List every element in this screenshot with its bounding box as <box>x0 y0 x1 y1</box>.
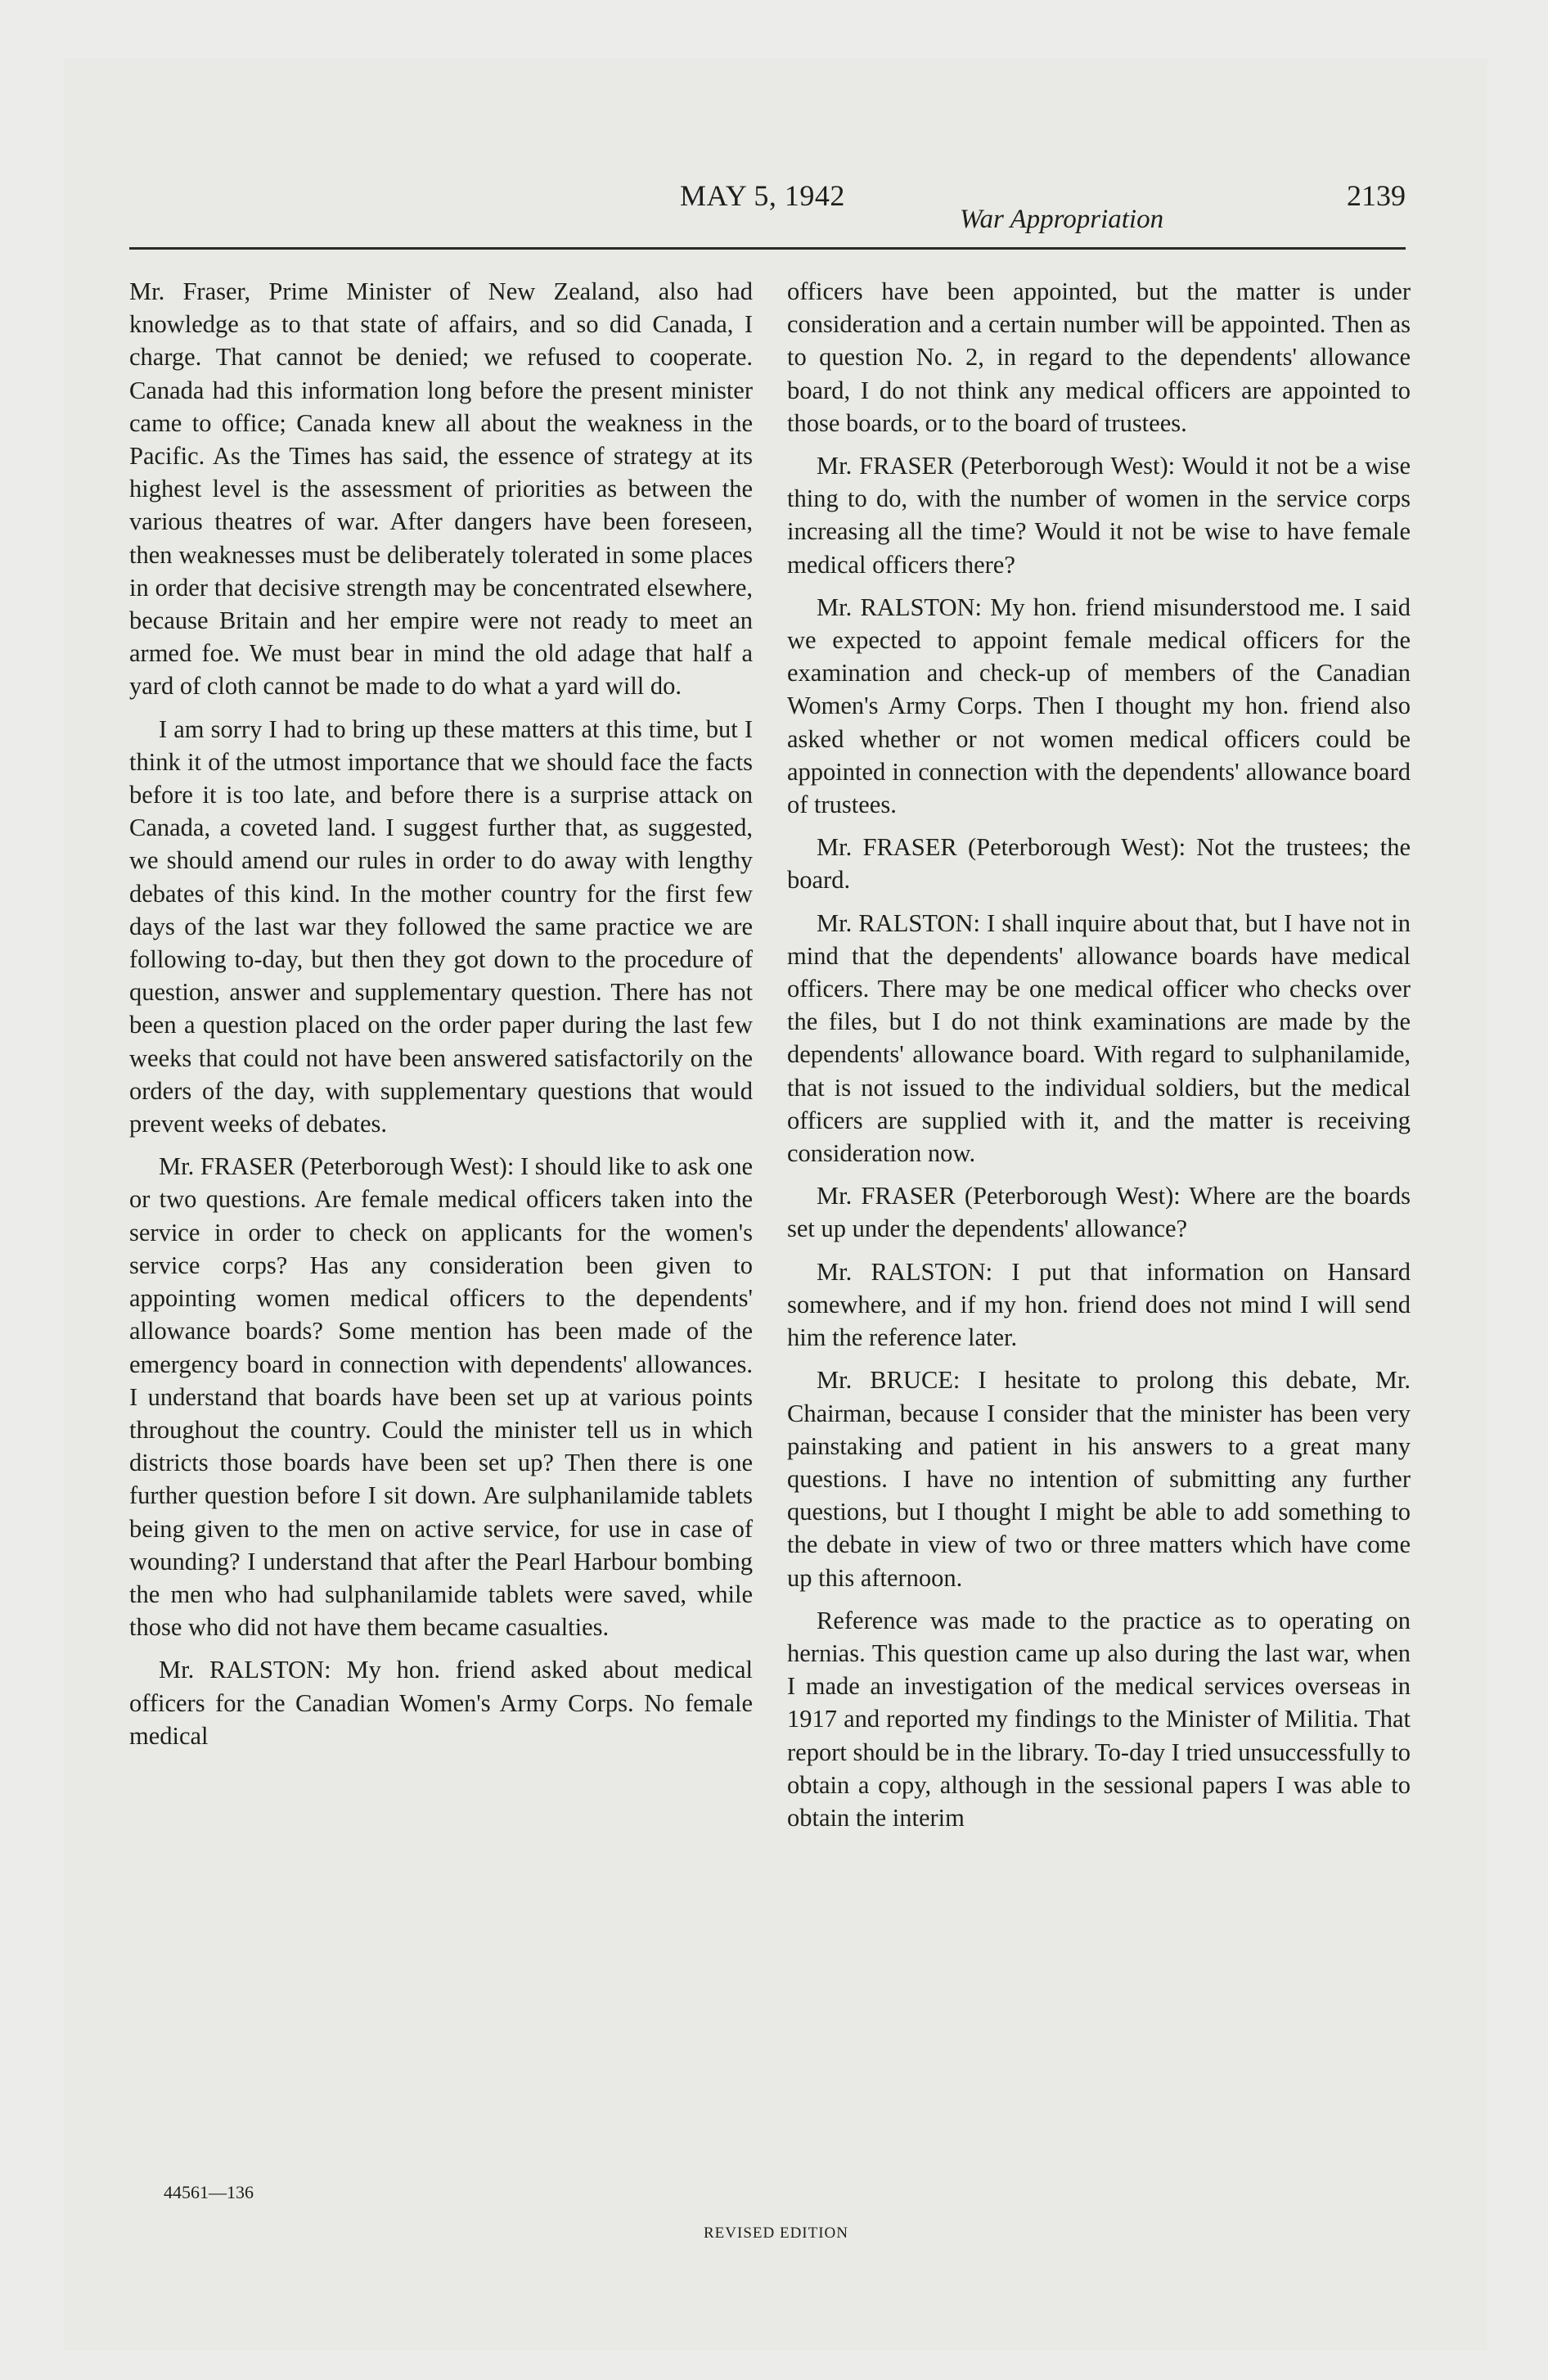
header-date: MAY 5, 1942 <box>680 179 845 212</box>
edition-label: REVISED EDITION <box>704 2224 849 2242</box>
paragraph: Mr. RALSTON: My hon. friend misunderstood me. I said we expected to appoint female medical officers for the examination and check-up of members of the Canadian Women's Army Corps. Then I thought my hon. friend also asked whether or not women medical officers could be appointed in connection with the dependents' allowance board of trustees. <box>787 593 1411 819</box>
paragraph: Mr. RALSTON: I put that information on Hansard somewhere, and if my hon. friend does not mind I will send him the reference later. <box>787 1257 1411 1352</box>
paragraph: Mr. RALSTON: I shall inquire about that, but I have not in mind that the dependents' allowance boards have medical officers. There may be one medical officer who checks over the files, but I do not think examinations are made by the dependents' allowance board. With regard to sulphanilamide, that is not issued to the individual soldiers, but the medical officers are supplied with it, and the matter is receiving consideration now. <box>787 908 1411 1168</box>
page-number: 2139 <box>1347 179 1406 212</box>
print-number: 44561—136 <box>164 2182 254 2202</box>
header-rule <box>129 247 1406 250</box>
paragraph: Mr. Fraser, Prime Minister of New Zealand, also had knowledge as to that state of affairs, and so did Canada, I charge. That cannot be denied; we refused to cooperate. Canada had this information long before the present minister came to office; Canada knew all about the weakness in the Pacific. As the Times has said, the essence of strategy at its highest level is the assessment of priorities as between the various theatres of war. After dangers have been foreseen, then weaknesses must be deliberately tolerated in some places in order that decisive strength may be concentrated elsewhere, because Britain and her empire were not ready to meet an armed foe. We must bear in mind the old adage that half a yard of cloth cannot be made to do what a yard will do. <box>129 277 753 701</box>
running-header <box>129 172 1406 237</box>
paragraph: I am sorry I had to bring up these matters at this time, but I think it of the utmost importance that we should face the facts before it is too late, and before there is a surprise attack on Canada, a coveted land. I suggest further that, as suggested, we should amend our rules in order to do away with lengthy debates of this kind. In the mother country for the first few days of the last war they followed the same practice we are following to-day, but then they got down to the procedure of question, answer and supplementary question. There has not been a question placed on the order paper during the last few weeks that could not have been answered satisfactorily on the orders of the day, with supplementary questions that would prevent weeks of debates. <box>129 714 753 1138</box>
paragraph: Mr. BRUCE: I hesitate to prolong this debate, Mr. Chairman, because I consider that the minister has been very painstaking and patient in his answers to a great many questions. I have no intention of submitting any further questions, but I thought I might be able to add something to the debate in view of two or three matters which have come up this afternoon. <box>787 1366 1411 1592</box>
header-section-title: War Appropriation <box>960 205 1164 234</box>
paragraph: officers have been appointed, but the matter is under consideration and a certain number will be appointed. Then as to question No. 2, in regard to the dependents' allowance board, I do not think any medical officers are appointed to those boards, or to the board of trustees. <box>787 277 1411 437</box>
paragraph: Mr. RALSTON: My hon. friend asked about medical officers for the Canadian Women's Army Corps. No female medical <box>129 1656 753 1750</box>
paragraph: Mr. FRASER (Peterborough West): Where are the boards set up under the dependents' allowance? <box>787 1182 1411 1243</box>
right-column <box>787 275 1411 1844</box>
paragraph: Mr. FRASER (Peterborough West): I should like to ask one or two questions. Are female medical officers taken into the service in order to check on applicants for the women's service corps? Has any consideration been given to appointing women medical officers to the dependents' allowance boards? Some mention has been made of the emergency board in connection with dependents' allowances. I understand that boards have been set up at various points throughout the country. Could the minister tell us in which districts those boards have been set up? Then there is one further question before I sit down. Are sulphanilamide tablets being given to the men on active service, for use in case of wounding? I understand that after the Pearl Harbour bombing the men who had sulphanilamide tablets were saved, while those who did not have them became casualties. <box>129 1152 753 1642</box>
paragraph: Reference was made to the practice as to operating on hernias. This question came up also during the last war, when I made an investigation of the medical services overseas in 1917 and reported my findings to the Minister of Militia. That report should be in the library. To-day I tried unsuccessfully to obtain a copy, although in the sessional papers I was able to obtain the interim <box>787 1606 1411 1832</box>
left-column <box>129 275 753 1762</box>
paragraph: Mr. FRASER (Peterborough West): Not the trustees; the board. <box>787 833 1411 895</box>
paragraph: Mr. FRASER (Peterborough West): Would it not be a wise thing to do, with the number of women in the service corps increasing all the time? Would it not be wise to have female medical officers there? <box>787 452 1411 579</box>
